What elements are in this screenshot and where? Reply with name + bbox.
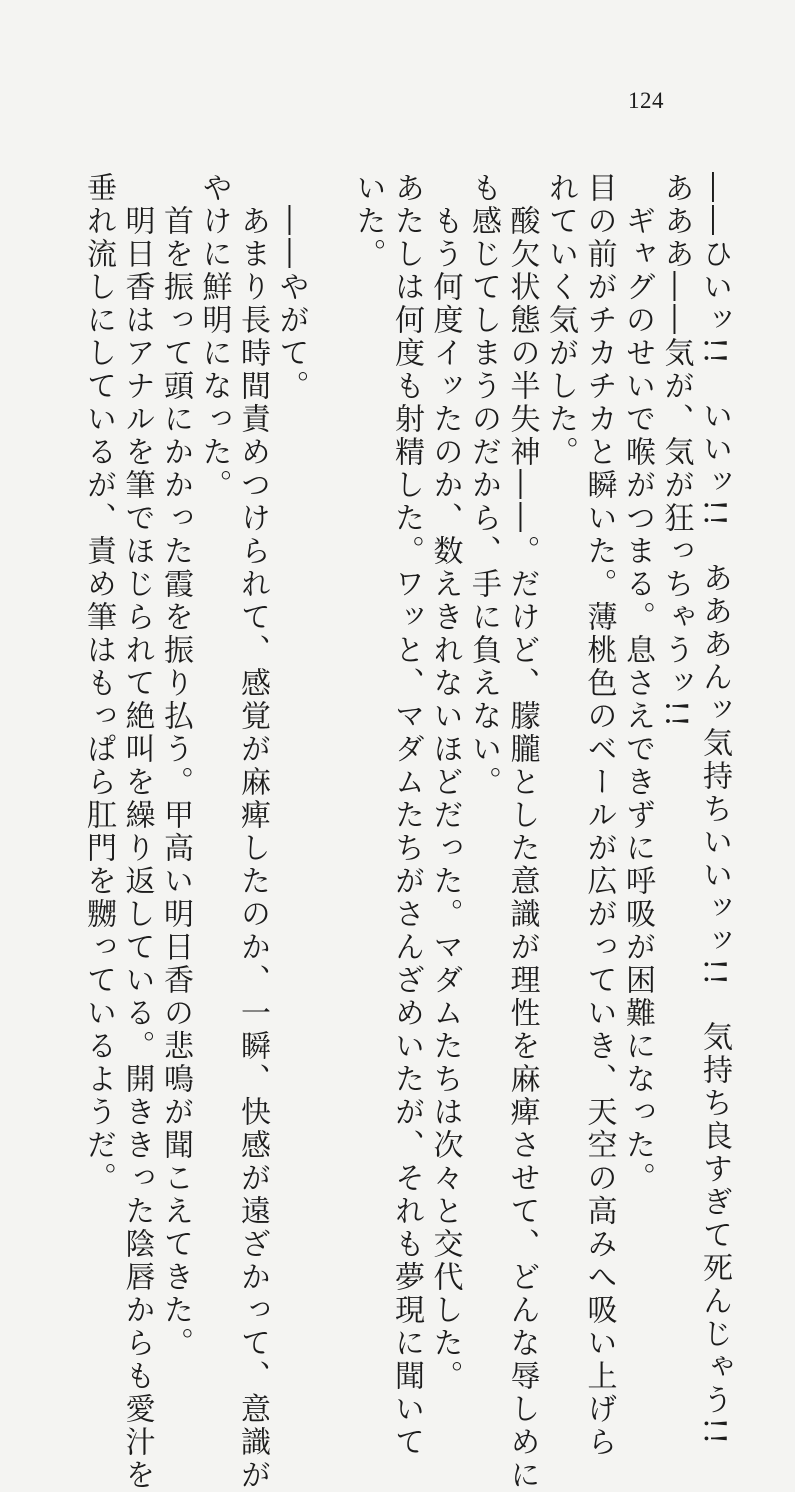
text-line: 垂れ流しにしているが、責め筆はもっぱら肛門を嬲っているようだ。 xyxy=(81,172,116,1195)
text-line: いた。 xyxy=(350,172,386,271)
text-line: ギャグのせいで喉がつまる。息さえできずに呼吸が困難になった。 xyxy=(620,172,655,1195)
text-line: ――やがて。 xyxy=(273,172,309,403)
text-line: もう何度イッたのか、数えきれないほどだった。マダムたちは次々と交代した。 xyxy=(427,172,463,1393)
text-line: も感じてしまうのだから、手に負えない。 xyxy=(466,172,501,799)
text-line: 首を振って頭にかかった霞を振り払う。甲高い明日香の悲鳴が聞こえてきた。 xyxy=(158,172,193,1360)
novel-text-block xyxy=(79,172,734,1492)
page-number: 124 xyxy=(628,88,664,113)
text-line: 明日香はアナルを筆でほじられて絶叫を繰り返している。開ききった陰唇からも愛汁を xyxy=(119,172,155,1492)
text-line: れていく気がした。 xyxy=(543,172,578,469)
text-line: 酸欠状態の半失神――。だけど、朦朧とした意識が理性を麻痺させて、どんな辱しめに xyxy=(504,172,540,1492)
blank-line xyxy=(310,172,349,1162)
text-line: あああ――気が、気が狂っちゃうッ!! xyxy=(658,172,694,731)
text-line: あたしは何度も射精した。ワッと、マダムたちがさんざめいたが、それも夢現に聞いて xyxy=(389,172,424,1459)
text-line: やけに鮮明になった。 xyxy=(196,172,232,502)
text-line: あまり長時間責めつけられて、感覚が麻痺したのか、一瞬、快感が遠ざかって、意識が xyxy=(235,172,270,1492)
text-line: 目の前がチカチカと瞬いた。薄桃色のベールが広がっていき、天空の高みへ吸い上げら xyxy=(581,172,617,1459)
text-line: ――ひいッ!! いいッ!! あああんッ気持ちいいッッ!! 気持ち良すぎて死んじゃう!! xyxy=(697,172,732,1448)
